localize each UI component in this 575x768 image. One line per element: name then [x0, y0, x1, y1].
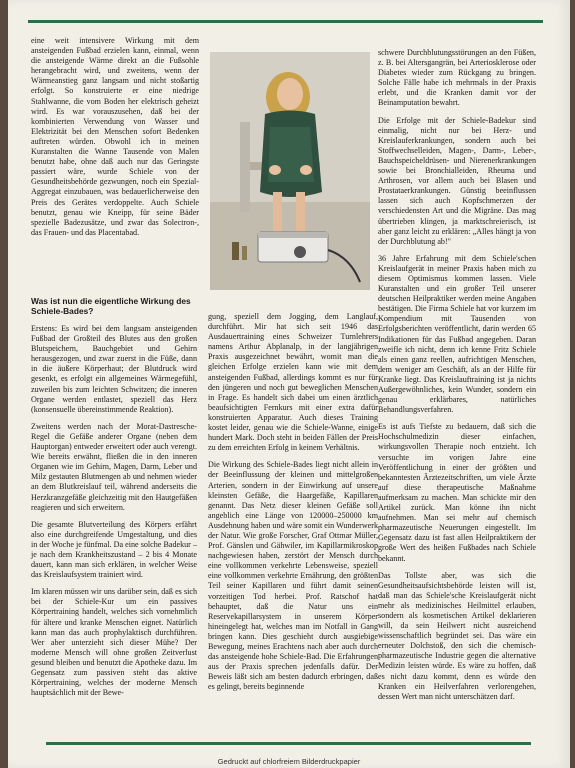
paragraph: Die gesamte Blutverteilung des Körpers erfährt also eine durchgreifende Umgestaltung, und dies in der Woche je fünfmal. Da eine solche Badekur – je nach dem Krankheitszustand – 2 bis 4 Monate dauert, kann man sich erklären, in welcher Weise das Kreislaufsystem trainiert wird.: [31, 519, 197, 580]
column-1-top: [31, 36, 199, 245]
paragraph: Die Erfolge mit der Schiele-Badekur sind einmalig, nicht nur bei Herz- und Kreislauferkrankungen, sondern auch bei Stoffwechselleiden, Magen-, Darm-, Leber-, Bauchspeicheldrüsen- und Nierenerkrankungen sowie bei Bronchialleiden, Rheuma und Arthrosen, vor allem auch bei Blasen und Prostataerkrankungen. Günstig beeinflussen lassen sich auch Kopfschmerzen der verschiedensten Art und die Migräne. Das mag übertrieben klingen, ja marktschreierisch, ist aber ganz leicht zu erklären: „Alles hängt ja von der Durchblutung ab!": [378, 115, 536, 246]
paragraph: Es ist aufs Tiefste zu bedauern, daß sich die Hochschulmedizin dieser einfachen, wirkungsvollen Therapie noch entzieht. Ich versuchte im vorigen Jahre eine Veröffentlichung in einer der größten und bekanntesten Ärztezeitschriften, um viele Ärzte auf diese therapeutische Maßnahme aufmerksam zu machen. Man schickte mir den Artikel zurück. Man könne ihn nicht aufnehmen. Man sei mehr auf chemisch pharmazeutische Neuerungen eingestellt. Im Gegensatz dazu ist fast allen Heilpraktikern der große Wert des heißen Fußbades nach Schiele bekannt.: [378, 422, 536, 563]
paragraph: Die Wirkung des Schiele-Bades liegt nicht allein in der Beeinflussung der kleinen und mittelgroßen Arterien, sondern in der Einwirkung auf unsere kleinsten Gefäße, die Haargefäße, Kapillaren genannt. Das Netz dieser kleinen Gefäße soll angeblich eine Länge von 120000–250000 km Ausdehnung haben und wäre somit ein Wunderwerk der Natur. Wie große Forscher, Graf Ottmar Müller, Prof. Gänslen und Gähwiler, im Kapillarmikroskop nachgewiesen haben, zerstört der Mensch durch eine vollkommen verkehrte Lebensweise, speziell eine vollkommen verkehrte Ernährung, den größten Teil seiner Kapillaren und führt damit seinen vorzeitigen Tod herbei. Prof. Ratschof hat behauptet, daß die Natur uns ein Reservekapillarsystem in unserem Körper hineingelegt hat, welches man im Notfall in Gang bringen kann. Dies geschieht durch ausgiebige Bewegung, meines Erachtens nach aber auch durch das ansteigende hohe Schiele-Bad. Die Erfahrungen aus der Praxis sprechen jedenfalls dafür. Der Beweis läßt sich am besten dadurch erbringen, daß es gelingt, bereits beginnende: [208, 460, 378, 692]
paragraph: Das Tollste aber, was sich die Gesundheitsaufsichtsbehörde leisten will ist, daß man das Schiele'sche Kreislaufgerät nicht mehr als medizinisches Heilmittel erlauben, sondern als kosmetischen Artikel deklarieren will, da sein Heilwert nicht ausreichend wissenschaftlich begründet sei. Das wäre ein erneuter Dolchstoß, den sich die chemisch-pharmazeutische Industrie gegen die alternative Medizin leisten würde. Es wäre zu hoffen, daß es nicht dazu kommt, denn es würde den Kranken ein Heilverfahren verlorengehen, dessen Wert man nicht unterschätzen darf.: [378, 570, 536, 701]
photo-girl-footbath: [210, 52, 370, 290]
column-1-bottom: [31, 290, 197, 705]
photo-illustration: [210, 52, 370, 290]
column-3: [378, 48, 536, 709]
paragraph: gung, speziell dem Jogging, dem Langlauf, durchführt. Mir hat sich seit 1946 das Ausdauertraining eines Schweizer Turnlehrers namens Arthur Abplanalp, in der langjährigen Praxis ausgezeichnet bewährt, womit man die gleichen Erfolge erzielen kann wie mit dem ansteigenden Fußbad, allerdings kommt es nur für den jüngeren und noch gut beweglichen Menschen in Frage. Es handelt sich dabei um einen ärztlich beaufsichtigten Fernkurs mit einer extra dafür konstruierten Apparatur. Auch dieses Training kostet leider, genau wie die Schiele-Wanne, einige hundert Mark. Doch steht in beiden Fällen der Preis zu dem erreichten Erfolg in keinem Verhältnis.: [208, 312, 378, 453]
paragraph: Erstens: Es wird bei dem langsam ansteigenden Fußbad der Großteil des Blutes aus den großen Blutspeichern, Bauchgebiet und Gehirn herausgezogen, und zwar zuerst in die Füße, dann in die äußere Körperhaut; der Blutdruck wird gesenkt, es erfolgt ein allgemeines Wärmegefühl, zuweilen bis zum leichten Schwitzen; die inneren Organe werden entlastet, speziell das Herz (konsensuelle übereinstimmende Reaktion).: [31, 324, 197, 414]
paragraph: schwere Durchblutungsstörungen an den Füßen, z. B. bei Altersgangrän, bei Arteriosklerose oder Diabetes wieder zum Rückgang zu bringen. Solche Fälle habe ich mehrmals in der Praxis erlebt, und die Kranken damit vor der Beinamputation bewahrt.: [378, 48, 536, 108]
top-green-rule: [28, 20, 543, 23]
paragraph: 36 Jahre Erfahrung mit dem Schiele'schen Kreislaufgerät in meiner Praxis haben mich zu diesem Optimismus kommen lassen. Viele Kuranstalten und ein großer Teil unserer deutschen Heilpraktiker werden meine Angaben bestätigen. Die Firma Schiele hat vor kurzem im Kompendium mit Tausenden von Erfolgsberichten veröffentlicht, darin werden 65 Indikationen für das Fußbad angegeben. Daran zweifle ich nicht, denn ich kenne Fritz Schiele als einen ganz reellen, aufrichtigen Menschen, dem weniger am Geschäft, als an der Hilfe für Kranke liegt. Das Kreislauftraining ist ja nichts Außergewöhnliches, kein Wunder, sondern ein genau erklärbares, natürliches Behandlungsverfahren.: [378, 253, 536, 415]
bottom-green-rule: [46, 742, 531, 745]
magazine-page: [8, 0, 570, 768]
paragraph: eine weit intensivere Wirkung mit dem ansteigenden Fußbad erzielen kann, einmal, wenn die ansteigende Wärme direkt an die Fußsohle herangebracht wird, und zweitens, wenn der Wärmeanstieg ganz langsam und nicht stoßartig erfolgt. So konstruierte er eine niedrige Stahlwanne, die vom Boden her elektrisch geheizt wird. Es war vorauszusehen, daß bei der kombinierten Verwendung von Wasser und Elektrizität bei den Menschen sofort Bedenken auftreten würden. Obwohl ich in meinen Kuranstalten die Wanne Tausende von Malen benutzt habe, ohne daß auch nur das Geringste passiert wäre, wurde Schiele von der Gesundheitsbehörde gezwungen, noch ein Spezial-Aggregat einzubauen, was bedauerlicherweise den Preis des Gerätes verdoppelte. Auch Schiele benutzt, genau wie Kneipp, für seine Bäder spezielle Badezusätze, und zwar das Solectron-, das Frauen- und das Placentabad.: [31, 36, 199, 237]
column-2: [208, 312, 378, 699]
paragraph: Zweitens werden nach der Morat-Dastresche-Regel die Gefäße anderer Organe (neben dem Hauptorgan) entweder erweitert oder auch verengt. Wie bereits erwähnt, fließen die in den inneren Organen wie im Gehirn, Magen, Darm, Leber und Milz gestauten Blutmengen ab und nehmen wieder an dem Blutkreislauf teil, während anderseits die Herzkranzgefäße gleichzeitig mit den Hautgefäßen reagieren und sich erweitern.: [31, 421, 197, 512]
paragraph: Im klaren müssen wir uns darüber sein, daß es sich bei der Schiele-Kur um ein passives Körpertraining handelt, welches sich vornehmlich für ältere und kranke Menschen eignet. Natürlich kann man das auch prophylaktisch durchführen. Wer aber unterzieht sich dieser Mühe? Der moderne Mensch will ohne großen Zeitverlust gesund bleiben und benutzt die Apotheke dazu. Im Gegensatz zum passiven steht das aktive Körpertraining, welches der moderne Mensch hauptsächlich mit der Bewe-: [31, 587, 197, 698]
section-heading: Was ist nun die eigentliche Wirkung des Schiele-Bades?: [31, 296, 191, 316]
print-note: Gedruckt auf chlorfreiem Bilderdruckpapier: [217, 757, 361, 766]
